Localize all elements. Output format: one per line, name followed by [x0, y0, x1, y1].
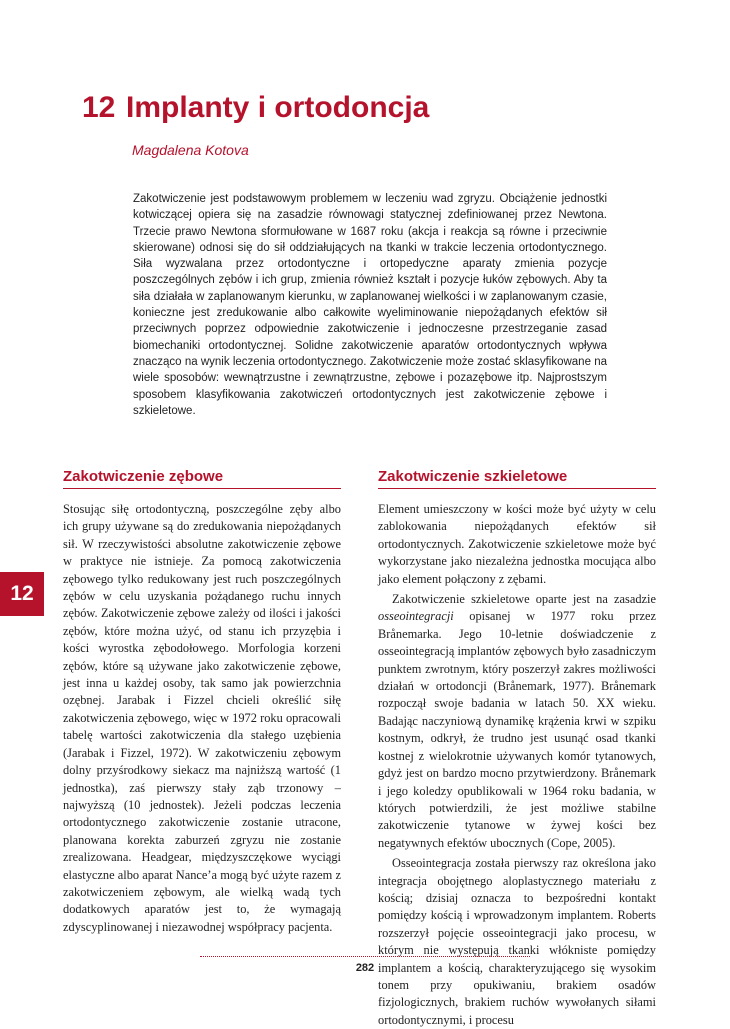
footer-divider — [200, 956, 530, 957]
page-number: 282 — [355, 962, 375, 974]
chapter-author: Magdalena Kotova — [132, 142, 249, 158]
dental-anchorage-paragraph: Stosując siłę ortodontyczną, poszczególne zęby albo ich grupy używane są do zredukowania niepożądanych sił. W rzeczywistości absolutne zakotwiczenie zębowe w praktyce nie istnieje. Za pomocą zakotwiczenia zębowego tylko redukowany jest ruch poszczególnych zębów w celu uzyskania pożądanego ruchu innych zębów. Zakotwiczenie zębowe zależy od ilości i jakości zębów, które można użyć, od stanu ich przyzębia i kości wyrostka zębodołowego. Morfologia korzeni zębów, które są używane jako zakotwiczenie zębowe, jest inna u każdej osoby, tak samo jak powierzchnia ozębnej. Jarabak i Fizzel chcieli określić siłę zakotwiczenia zębowego, więc w 1972 roku opracowali tabelę wartości zakotwiczenia dla stałego uzębienia (Jarabak i Fizzel, 1972). W zakotwiczeniu zębowym dolny przyśrodkowy siekacz ma najniższą wartość (1 jednostka), zaś pierwszy stały ząb trzonowy – najwyższą (10 jednostek). Jeżeli podczas leczenia ortodontycznego zakotwiczenie zostanie utracone, planowana korekta zaburzeń zgryzu nie zostanie zrealizowana. Headgear, międzyszczękowe wyciągi elastyczne albo aparat Nance’a mogą być użyte razem z zakotwiczeniem zębowym, ale wielką wadą tych dodatkowych aparatów jest to, że wymagają zdyscyplinowanej i niezawodnej współpracy pacjenta. — [63, 502, 341, 934]
section-heading-skeletal-anchorage: Zakotwiczenie szkieletowe — [378, 468, 656, 489]
chapter-title-text: Implanty i ortodoncja — [126, 91, 430, 124]
chapter-title — [82, 88, 642, 128]
chapter-number: 12 — [82, 91, 116, 124]
skeletal-anchorage-paragraph-2 — [378, 591, 656, 852]
skeletal-anchorage-paragraph-3: Osseointegracja została pierwszy raz określona jako integracja obojętnego aloplastycznego materiału z kością; dzisiaj oznacza to bezpośredni kontakt pomiędzy kością i wprowadzonym implantem. Roberts rozszerzył pojęcie osseointegracji jako procesu, w którym nie występują tkanki włókniste pomiędzy implantem a kością, charakteryzującego się wysokim tonem przy opukiwaniu, brakiem osadów fizjologicznych, brakiem ruchów wywołanych siłami ortodontycznymi, i procesu — [378, 856, 656, 1027]
skeletal-anchorage-paragraph-1: Element umieszczony w kości może być użyty w celu zablokowania niepożądanych efektów sił ortodontycznych. Zakotwiczenie szkieletowe może być wykorzystane jako niezależna jednostka mocująca albo jako element połączony z zębami. — [378, 502, 656, 586]
right-column — [378, 468, 656, 1029]
chapter-side-tab: 12 — [0, 572, 44, 616]
section-heading-dental-anchorage: Zakotwiczenie zębowe — [63, 468, 341, 489]
paragraph-2-start: Zakotwiczenie szkieletowe oparte jest na zasadzie — [392, 592, 656, 607]
chapter-header — [82, 88, 642, 158]
chapter-abstract: Zakotwiczenie jest podstawowym problemem w leczeniu wad zgryzu. Obciążenie jednostki kotwiczącej opiera się na zasadzie równowagi statycznej zdefiniowanej przez Newtona. Trzecie prawo Newtona sformułowane w 1687 roku (akcja i reakcja są równe i przeciwnie skierowane) odnosi się do sił oddziałujących na tkanki w trakcie leczenia ortodontycznego. Siła wyzwalana przez ortodontyczne i ortopedyczne aparaty zmienia pozycje poszczególnych zębów i ich grup, zmienia również kształt i pozycje łuków zębowych. Aby ta siła działała w zaplanowanym kierunku, w zaplanowanej wielkości i w zaplanowanym czasie, konieczne jest zredukowanie albo całkowite wyeliminowanie niepożądanych efektów sił przeciwnych poprzez odpowiednie zakotwiczenie i jednoczesne przestrzeganie zasad biomechaniki ortodontycznej. Solidne zakotwiczenie aparatów ortodontycznych wpływa znacząco na wynik leczenia ortodontycznego. Zakotwiczenie może zostać sklasyfikowane na wiele sposobów: wewnątrzustne i zewnątrzustne, zębowe i pozazębowe itp. Najprostszym sposobem klasyfikowania zakotwiczeń ortodontycznych jest zakotwiczenie zębowe i szkieletowe. — [133, 193, 607, 417]
term-osseointegration: osseointegracji — [378, 609, 454, 624]
left-column — [63, 468, 341, 936]
paragraph-2-end: opisanej w 1977 roku przez Brånemarka. Jego 10-letnie doświadczenie z osseointegracją implantów zębowych było zasadniczym punktem zwrotnym, który poszerzył zakres możliwości działań w ortodoncji (Brånemark, 1977). Brånemark rozpoczął swoje badania w latach 50. XX wieku. Badając naczyniową dynamikę krążenia krwi w szpiku kostnym, odkrył, że trudno jest usunąć osad tkanki kostnej z wielokrotnie używanych komór tytanowych, gdyż jest on bardzo mocno przytwierdzony. Brånemark i jego koledzy opublikowali w 1964 roku badania, w których potwierdzili, że jest możliwe stabilne zakotwiczenie tytanowe w żywej kości bez negatywnych efektów ubocznych (Cope, 2005). — [378, 609, 657, 850]
